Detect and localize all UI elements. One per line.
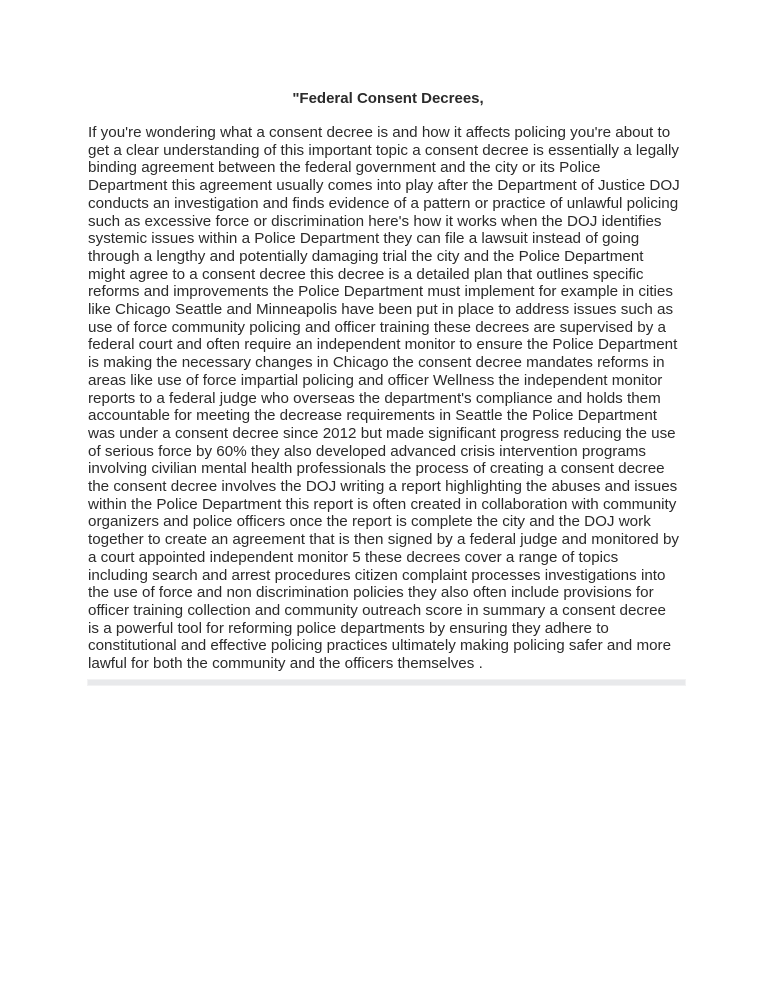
body-line: conducts an investigation and finds evidence of a pattern or practice of unlawful policing (88, 194, 679, 212)
body-line: organizers and police officers once the report is complete the city and the DOJ work (88, 513, 651, 531)
body-line: within the Police Department this report is often created in collaboration with community (88, 495, 677, 513)
body-line: the use of force and non discrimination policies they also often include provisions for (88, 584, 654, 602)
body-line: involving civilian mental health professionals the process of creating a consent decree (88, 460, 665, 478)
body-line: lawful for both the community and the officers themselves . (88, 655, 483, 673)
body-line: is a powerful tool for reforming police departments by ensuring they adhere to (88, 619, 609, 637)
body-line: together to create an agreement that is then signed by a federal judge and monitored by (88, 531, 680, 549)
body-line: get a clear understanding of this important topic a consent decree is essentially a legally (88, 141, 679, 159)
body-line: of serious force by 60% they also developed advanced crisis intervention programs (88, 442, 647, 460)
body-line: the consent decree involves the DOJ writing a report highlighting the abuses and issues (88, 478, 678, 496)
body-line: systemic issues within a Police Department they can file a lawsuit instead of going (88, 230, 640, 248)
body-line: like Chicago Seattle and Minneapolis have been put in place to address issues such as (88, 301, 674, 319)
body-line: reports to a federal judge who overseas the department's compliance and holds them (88, 389, 661, 407)
body-line: binding agreement between the federal government and the city or its Police (88, 159, 601, 177)
body-line: might agree to a consent decree this decree is a detailed plan that outlines specific (88, 265, 644, 283)
body-line: officer training collection and community outreach score in summary a consent decree (88, 601, 666, 619)
body-line: Department this agreement usually comes into play after the Department of Justice DOJ (88, 177, 680, 195)
divider-bar (87, 679, 686, 686)
body-line: use of force community policing and officer training these decrees are supervised by a (88, 318, 666, 336)
body-line: constitutional and effective policing practices ultimately making policing safer and more (88, 637, 672, 655)
body-line: a court appointed independent monitor 5 these decrees cover a range of topics (88, 548, 619, 566)
document (88, 90, 688, 673)
body-line: reforms and improvements the Police Department must implement for example in cities (88, 283, 673, 301)
document-title: "Federal Consent Decrees, (292, 90, 484, 107)
body-line: including search and arrest procedures citizen complaint processes investigations into (88, 566, 666, 584)
body-line: through a lengthy and potentially damaging trial the city and the Police Department (88, 247, 644, 265)
body-line: areas like use of force impartial policing and officer Wellness the independent monitor (88, 371, 663, 389)
body-line: accountable for meeting the decrease requirements in Seattle the Police Department (88, 407, 658, 425)
body-line: federal court and often require an independent monitor to ensure the Police Department (88, 336, 678, 354)
body-line: was under a consent decree since 2012 but made significant progress reducing the use (88, 424, 676, 442)
body-line: such as excessive force or discrimination here's how it works when the DOJ identifies (88, 212, 662, 230)
body-line: is making the necessary changes in Chicago the consent decree mandates reforms in (88, 354, 665, 372)
document-body (88, 124, 688, 673)
body-line: If you're wondering what a consent decree is and how it affects policing you're about to (88, 124, 671, 141)
